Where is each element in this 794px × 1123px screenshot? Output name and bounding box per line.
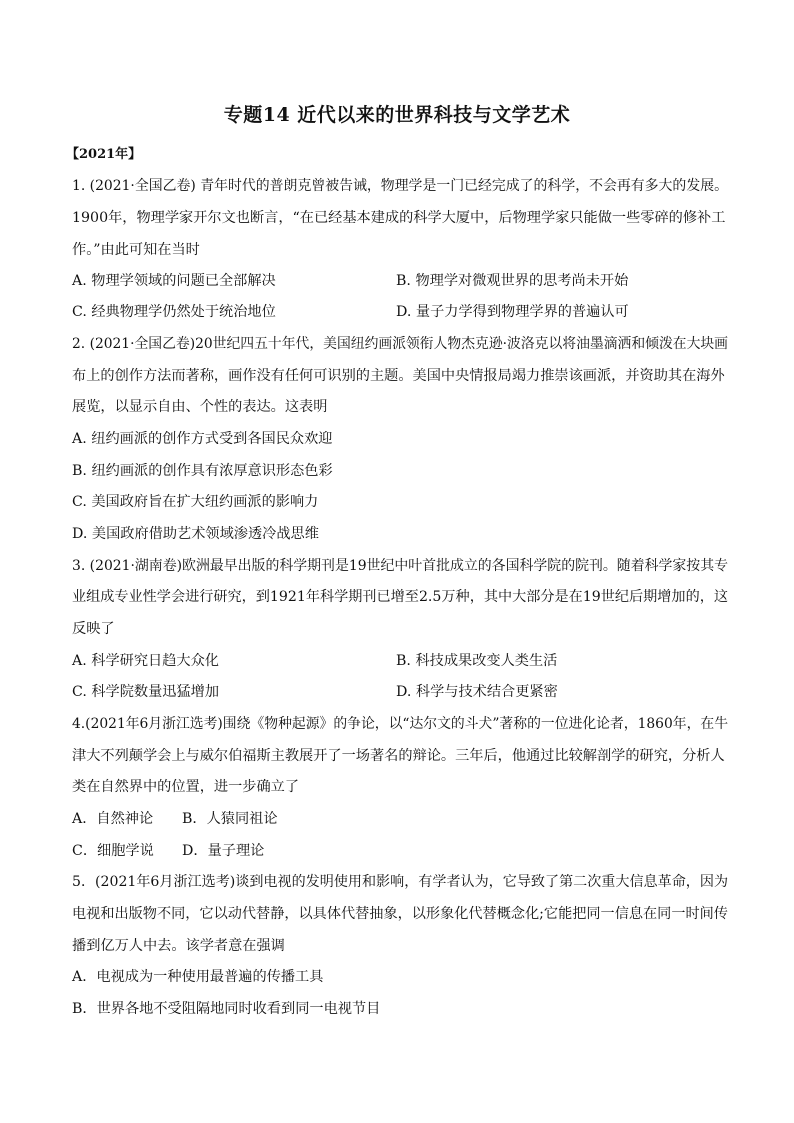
question-4-line-3: 类在自然界中的位置，进一步确立了 xyxy=(72,779,300,795)
question-1-option-a: A. 物理学领域的问题已全部解决 xyxy=(72,273,276,289)
question-3-option-b: B. 科技成果改变人类生活 xyxy=(396,653,558,669)
section-year-heading: 【2021年】 xyxy=(66,147,142,162)
question-5-line-2: 电视和出版物不同，它以动代替静，以具体代替抽象，以形象化代替概念化;它能把同一信息在同一时间传 xyxy=(72,906,728,922)
question-1-line-1: 1. (2021·全国乙卷) 青年时代的普朗克曾被告诫，物理学是一门已经完成了的科学，不会再有多大的发展。 xyxy=(72,178,728,194)
question-5-line-3: 播到亿万人中去。该学者意在强调 xyxy=(72,938,285,954)
question-5-option-b: B．世界各地不受阻隔地同时收看到同一电视节目 xyxy=(72,1001,381,1017)
question-1-line-2: 1900年，物理学家开尔文也断言，“在已经基本建成的科学大厦中，后物理学家只能做一些零碎的修补工 xyxy=(72,210,726,226)
question-2-option-b: B. 纽约画派的创作具有浓厚意识形态色彩 xyxy=(72,463,333,479)
question-2-option-c: C. 美国政府旨在扩大纽约画派的影响力 xyxy=(72,494,319,510)
question-4-option-a: A．自然神论 xyxy=(72,811,154,827)
question-2-option-d: D. 美国政府借助艺术领域渗透冷战思维 xyxy=(72,526,319,542)
question-4-line-2: 津大不列颠学会上与威尔伯福斯主教展开了一场著名的辩论。三年后，他通过比较解剖学的研究，分析人 xyxy=(72,748,725,764)
question-1-line-3: 作。”由此可知在当时 xyxy=(72,242,200,258)
question-2-line-1: 2. (2021·全国乙卷)20世纪四五十年代，美国纽约画派领衔人物杰克逊·波洛克以将油墨滴洒和倾泼在大块画 xyxy=(72,336,729,352)
question-3-line-2: 业组成专业性学会进行研究，到1921年科学期刊已增至2.5万种，其中大部分是在19世纪后期增加的，这 xyxy=(72,589,728,605)
question-1-option-c: C. 经典物理学仍然处于统治地位 xyxy=(72,304,276,320)
question-3-option-a: A. 科学研究日趋大众化 xyxy=(72,653,219,669)
question-4-line-1: 4.(2021年6月浙江选考)围绕《物种起源》的争论，以“达尔文的斗犬”著称的一位进化论者，1860年，在牛 xyxy=(72,716,729,732)
question-1-option-d: D. 量子力学得到物理学界的普遍认可 xyxy=(396,304,629,320)
question-5-line-1: 5．(2021年6月浙江选考)谈到电视的发明使用和影响，有学者认为，它导致了第二次重大信息革命，因为 xyxy=(72,874,729,890)
question-4-option-b: B．人猿同祖论 xyxy=(182,811,278,827)
question-1-option-b: B. 物理学对微观世界的思考尚未开始 xyxy=(396,273,629,289)
question-2-option-a: A. 纽约画派的创作方式受到各国民众欢迎 xyxy=(72,431,333,447)
question-4-option-d: D．量子理论 xyxy=(182,843,265,859)
question-4-option-c: C．细胞学说 xyxy=(72,843,154,859)
question-2-line-2: 布上的创作方法而著称，画作没有任何可识别的主题。美国中央情报局竭力推崇该画派，并资助其在海外 xyxy=(72,368,725,384)
page-title: 专题14 近代以来的世界科技与文学艺术 xyxy=(223,104,571,126)
question-2-line-3: 展览，以显示自由、个性的表达。这表明 xyxy=(72,399,328,415)
question-3-line-1: 3. (2021·湖南卷)欧洲最早出版的科学期刊是19世纪中叶首批成立的各国科学院的院刊。随着科学家按其专 xyxy=(72,558,729,574)
question-5-option-a: A．电视成为一种使用最普遍的传播工具 xyxy=(72,969,324,985)
question-3-option-c: C. 科学院数量迅猛增加 xyxy=(72,684,220,700)
question-3-option-d: D. 科学与技术结合更紧密 xyxy=(396,684,558,700)
question-3-line-3: 反映了 xyxy=(72,621,115,637)
